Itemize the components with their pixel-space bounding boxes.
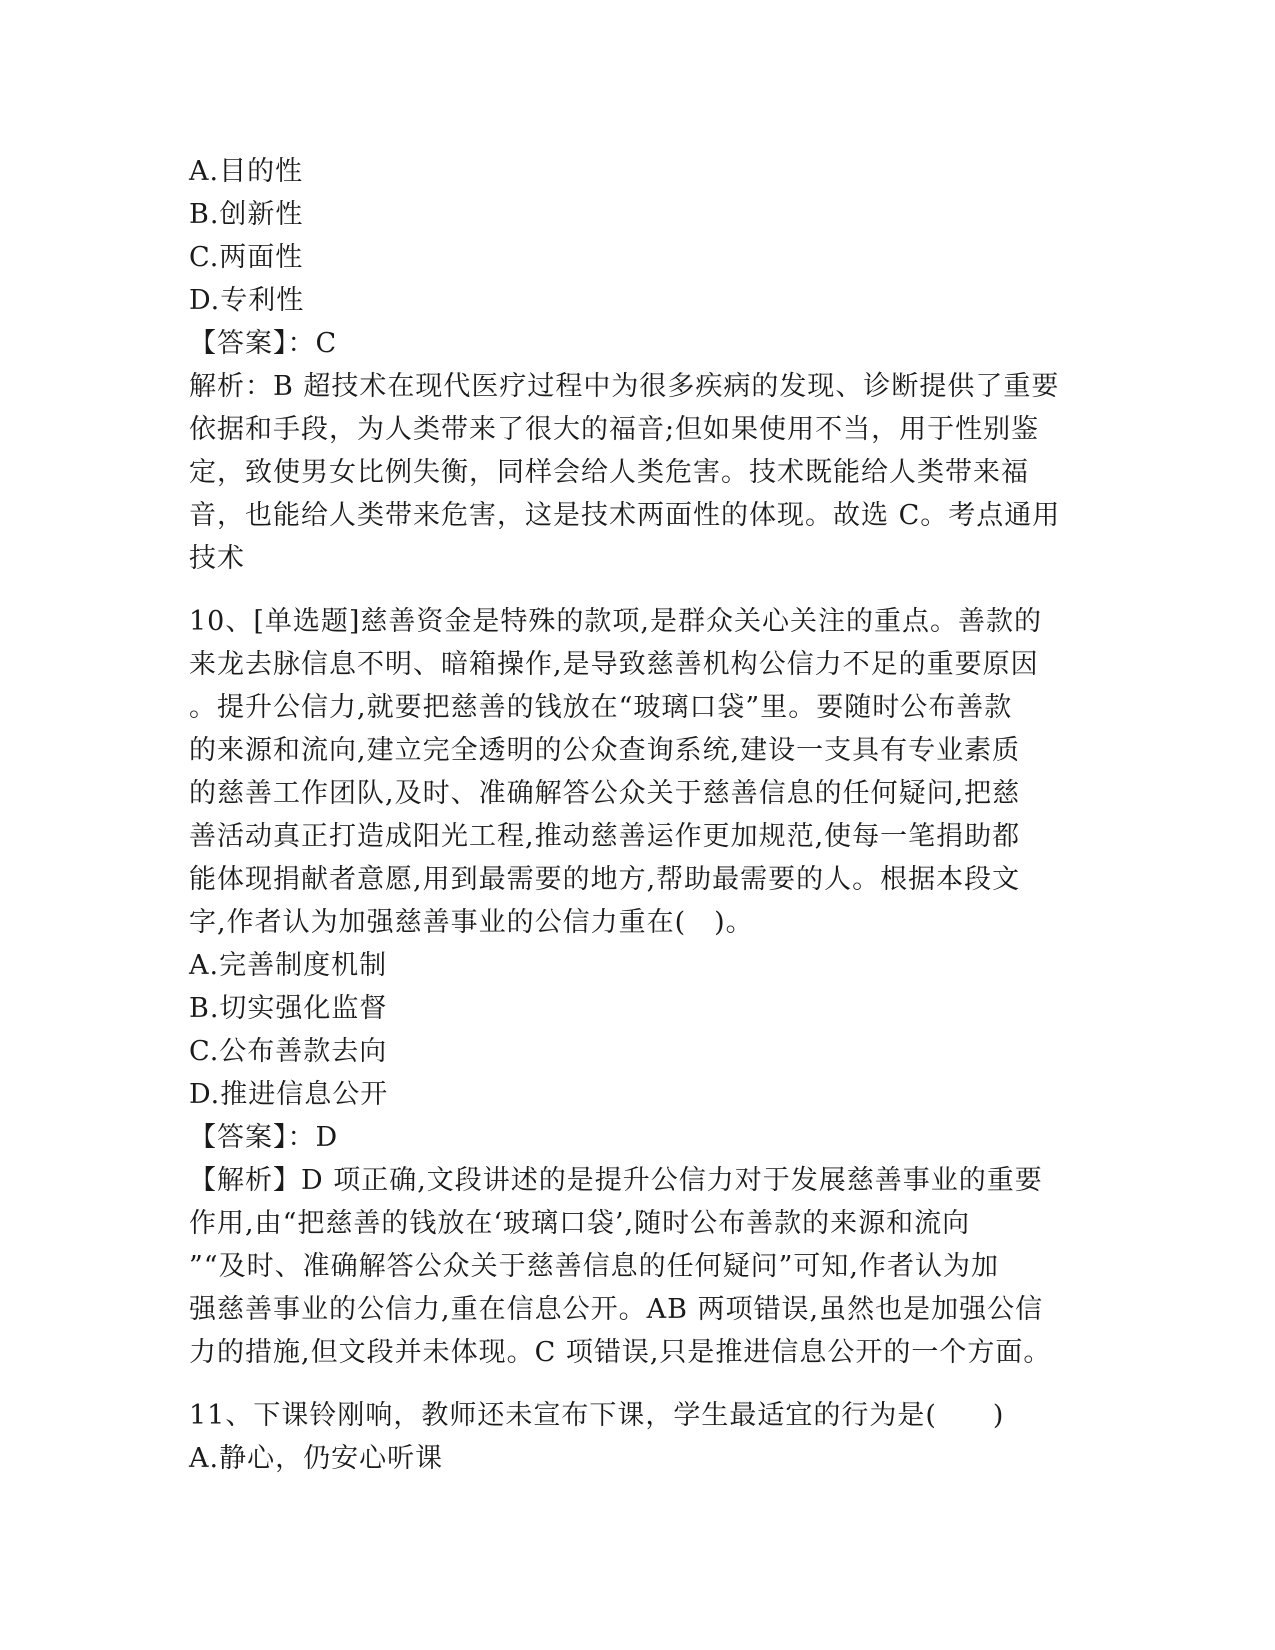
question-9-answer: 【答案】：C <box>189 328 338 359</box>
question-11-stem: 11、下课铃刚响，教师还未宣布下课，学生最适宜的行为是( ) <box>189 1400 1005 1431</box>
option-d: D.专利性 <box>189 285 305 316</box>
question-10-stem <box>189 600 1089 944</box>
stem-line: 字,作者认为加强慈善事业的公信力重在( )。 <box>189 907 754 938</box>
question-9-options <box>189 150 1089 322</box>
analysis-line: 作用,由“把慈善的钱放在‘玻璃口袋’,随时公布善款的来源和流向 <box>189 1208 971 1239</box>
analysis-line: 力的措施,但文段并未体现。C 项错误,只是推进信息公开的一个方面。 <box>189 1337 1052 1368</box>
option-c: C.两面性 <box>189 242 304 273</box>
analysis-line: 解析：B 超技术在现代医疗过程中为很多疾病的发现、诊断提供了重要 <box>189 371 1060 402</box>
stem-line: 的慈善工作团队,及时、准确解答公众关于慈善信息的任何疑问,把慈 <box>189 778 1021 809</box>
analysis-line: 技术 <box>189 543 245 574</box>
paragraph-gap <box>189 1374 1089 1394</box>
paragraph-gap <box>189 580 1089 600</box>
analysis-line: 定，致使男女比例失衡，同样会给人类危害。技术既能给人类带来福 <box>189 457 1029 488</box>
document-page <box>189 150 1089 1480</box>
analysis-line: 【解析】D 项正确,文段讲述的是提升公信力对于发展慈善事业的重要 <box>189 1165 1043 1196</box>
stem-line: 。提升公信力,就要把慈善的钱放在“玻璃口袋”里。要随时公布善款 <box>189 692 1013 723</box>
option-c: C.公布善款去向 <box>189 1036 388 1067</box>
stem-line: 善活动真正打造成阳光工程,推动慈善运作更加规范,使每一笔捐助都 <box>189 821 1021 852</box>
stem-line: 的来源和流向,建立完全透明的公众查询系统,建设一支具有专业素质 <box>189 735 1021 766</box>
stem-line: 能体现捐献者意愿,用到最需要的地方,帮助最需要的人。根据本段文 <box>189 864 1021 895</box>
question-10-answer: 【答案】：D <box>189 1122 339 1153</box>
analysis-line: 音，也能给人类带来危害，这是技术两面性的体现。故选 C。考点通用 <box>189 500 1061 531</box>
option-a: A.目的性 <box>189 156 304 187</box>
question-11-options <box>189 1437 1089 1480</box>
analysis-line: 强慈善事业的公信力,重在信息公开。AB 两项错误,虽然也是加强公信 <box>189 1294 1044 1325</box>
option-a: A.完善制度机制 <box>189 950 388 981</box>
stem-line: 10、[单选题]慈善资金是特殊的款项,是群众关心关注的重点。善款的 <box>189 606 1043 637</box>
analysis-line: ”“及时、准确解答公众关于慈善信息的任何疑问”可知,作者认为加 <box>189 1251 999 1282</box>
question-9-analysis <box>189 365 1089 580</box>
option-b: B.创新性 <box>189 199 304 230</box>
option-b: B.切实强化监督 <box>189 993 388 1024</box>
analysis-line: 依据和手段，为人类带来了很大的福音;但如果使用不当，用于性别鉴 <box>189 414 1040 445</box>
option-a: A.静心，仍安心听课 <box>189 1443 444 1474</box>
question-10-analysis <box>189 1159 1089 1374</box>
option-d: D.推进信息公开 <box>189 1079 389 1110</box>
question-10-options <box>189 944 1089 1116</box>
stem-line: 来龙去脉信息不明、暗箱操作,是导致慈善机构公信力不足的重要原因 <box>189 649 1039 680</box>
